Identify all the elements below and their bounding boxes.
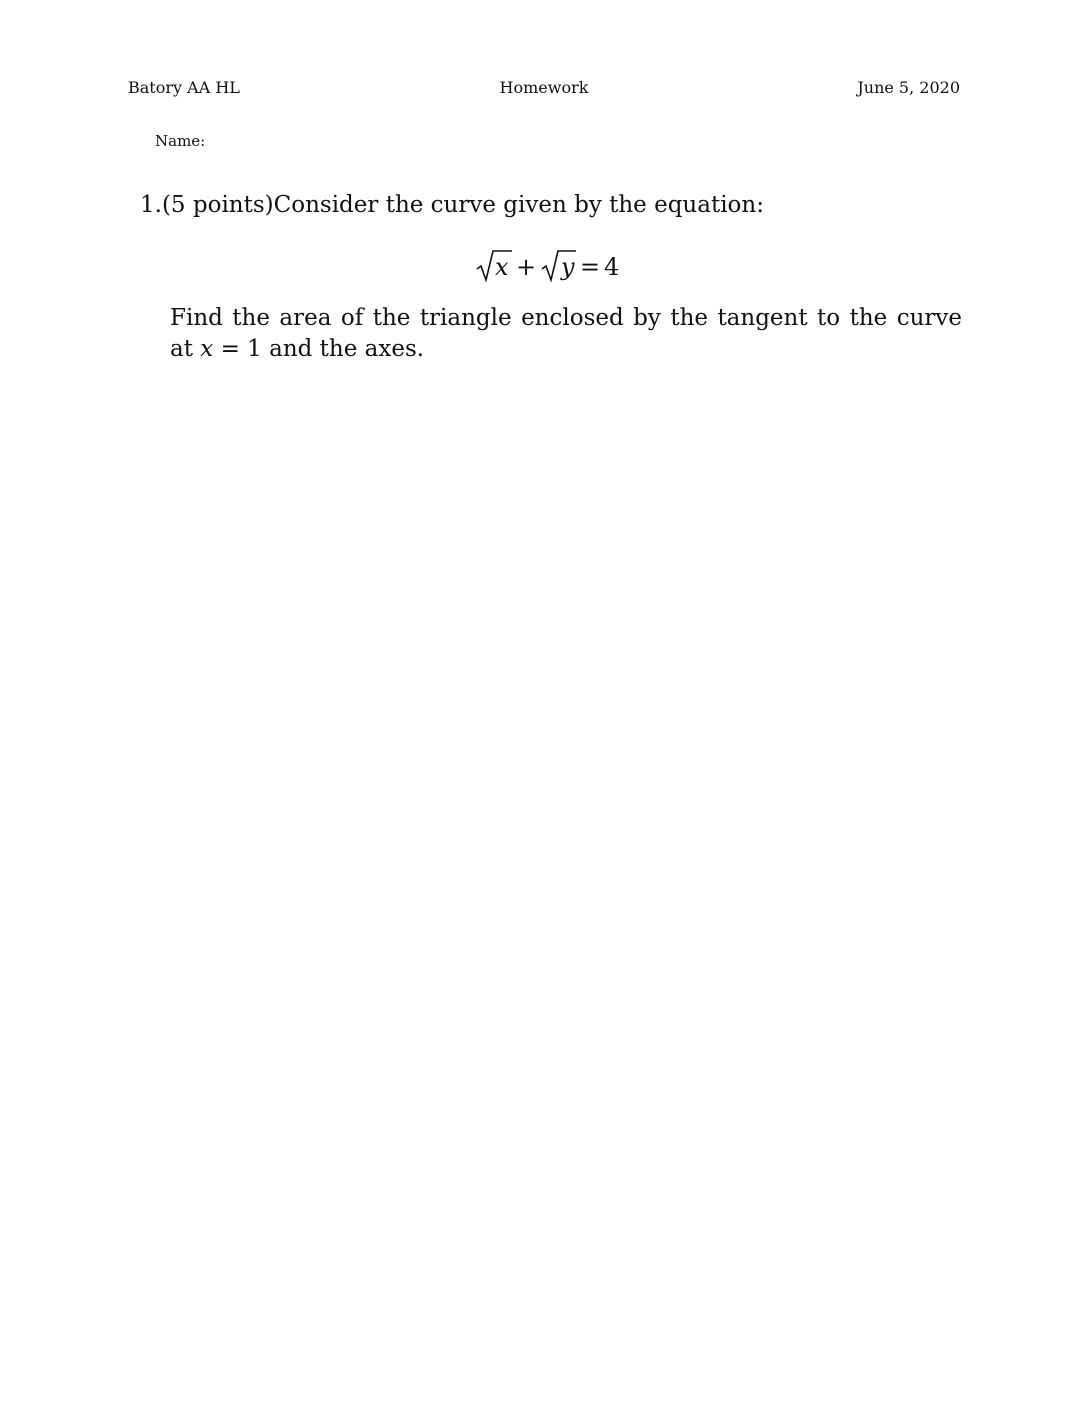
header-course: Batory AA HL [128, 78, 240, 97]
question-points: (5 points) [161, 192, 274, 218]
question-body-eq: = 1 [213, 336, 262, 362]
question-number: 1. [140, 192, 162, 218]
header-title: Homework [499, 78, 589, 97]
equation-var-y: y [561, 253, 575, 281]
equation-plus: + [516, 253, 537, 281]
question-body-var: x [200, 336, 214, 362]
equation-rhs: 4 [604, 253, 620, 281]
question-body-end: and the axes. [261, 336, 425, 362]
equation-var-x: x [495, 253, 509, 281]
header-date: June 5, 2020 [857, 78, 960, 97]
question-prompt: Consider the curve given by the equation: [273, 192, 764, 218]
question-body-text: Find the area of the triangle enclosed by the tangent to the curve at [170, 305, 962, 362]
question-header [140, 190, 962, 221]
name-label: Name: [155, 132, 206, 150]
question-1 [140, 190, 962, 365]
equation-graphic [476, 247, 626, 287]
equation [140, 247, 962, 287]
equation-equals: = [580, 253, 601, 281]
question-body [170, 303, 962, 365]
